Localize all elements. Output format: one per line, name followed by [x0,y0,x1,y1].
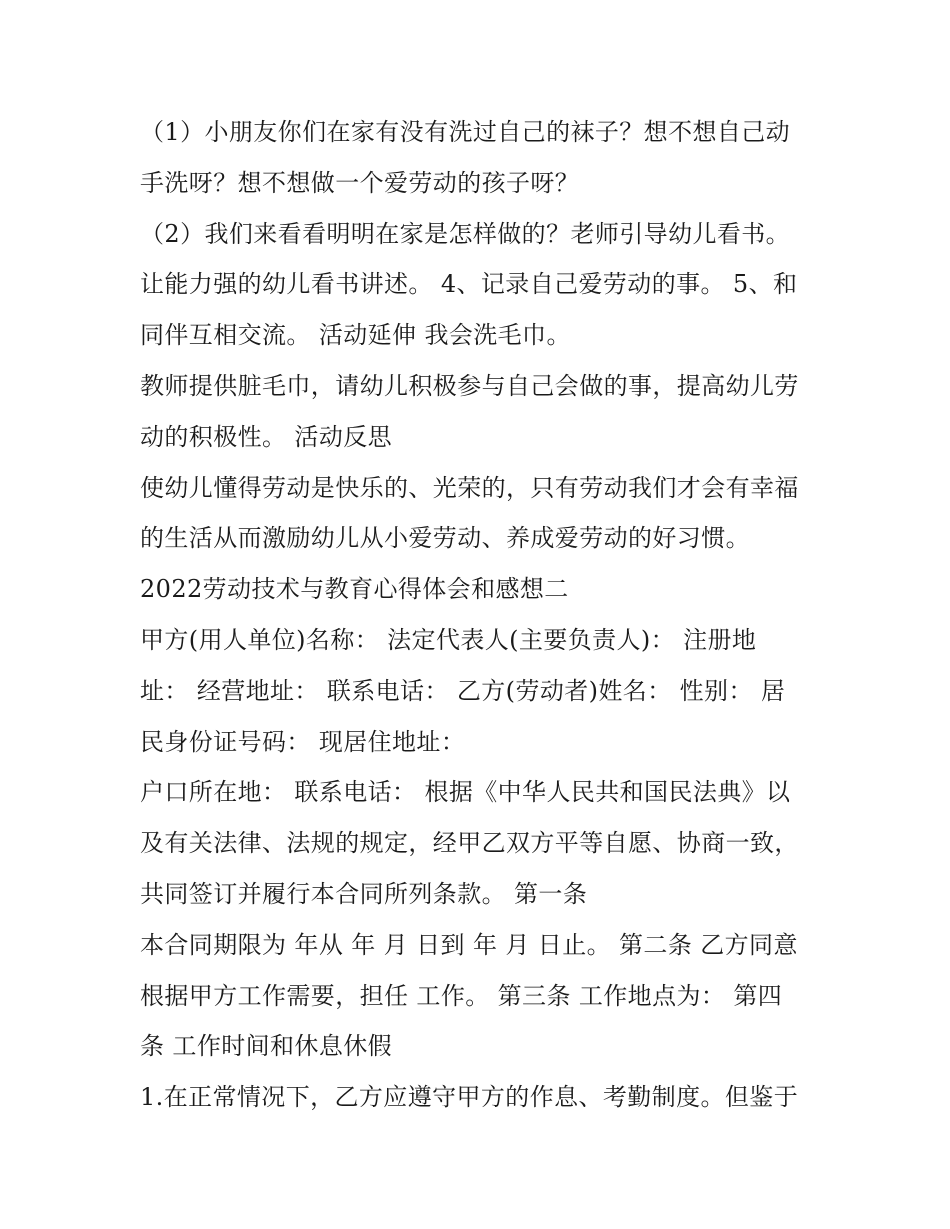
text-line: 动的积极性。 活动反思 [140,422,393,451]
text-line: 民身份证号码： 现居住地址： [140,727,466,756]
text-line: 使幼儿懂得劳动是快乐的、光荣的，只有劳动我们才会有幸福 [140,473,799,502]
document-body [140,107,820,1123]
text-line: 教师提供脏毛巾，请幼儿积极参与自己会做的事，提高幼儿劳 [140,371,799,400]
text-line: 共同签订并履行本合同所列条款。 第一条 [140,879,588,908]
text-line: 甲方(用人单位)名称： 法定代表人(主要负责人)： 注册地 [140,625,757,654]
text-line: 的生活从而激励幼儿从小爱劳动、养成爱劳动的好习惯。 [140,524,750,553]
text-line: 让能力强的幼儿看书讲述。 4、记录自己爱劳动的事。 5、和 [140,270,798,299]
text-line: 同伴互相交流。 活动延伸 我会洗毛巾。 [140,321,571,350]
text-line: 户口所在地： 联系电话： 根据《中华人民共和国民法典》以 [140,778,791,807]
text-line: （1）小朋友你们在家有没有洗过自己的袜子？想不想自己动 [140,118,791,146]
section-heading: 2022劳动技术与教育心得体会和感想二 [140,575,569,604]
text-line: 根据甲方工作需要，担任 工作。 第三条 工作地点为： 第四 [140,981,783,1010]
text-line: 条 工作时间和休息休假 [140,1032,393,1061]
text-line: 手洗呀？想不想做一个爱劳动的孩子呀？ [140,168,580,197]
text-line: 本合同期限为 年从 年 月 日到 年 月 日止。 第二条 乙方同意 [140,930,798,959]
text-line: （2）我们来看看明明在家是怎样做的？老师引导幼儿看书。 [140,219,791,248]
text-line: 1.在正常情况下，乙方应遵守甲方的作息、考勤制度。但鉴于 [140,1083,799,1112]
text-line: 及有关法律、法规的规定，经甲乙双方平等自愿、协商一致， [140,829,799,858]
text-line: 址： 经营地址： 联系电话： 乙方(劳动者)姓名： 性别： 居 [140,676,786,705]
